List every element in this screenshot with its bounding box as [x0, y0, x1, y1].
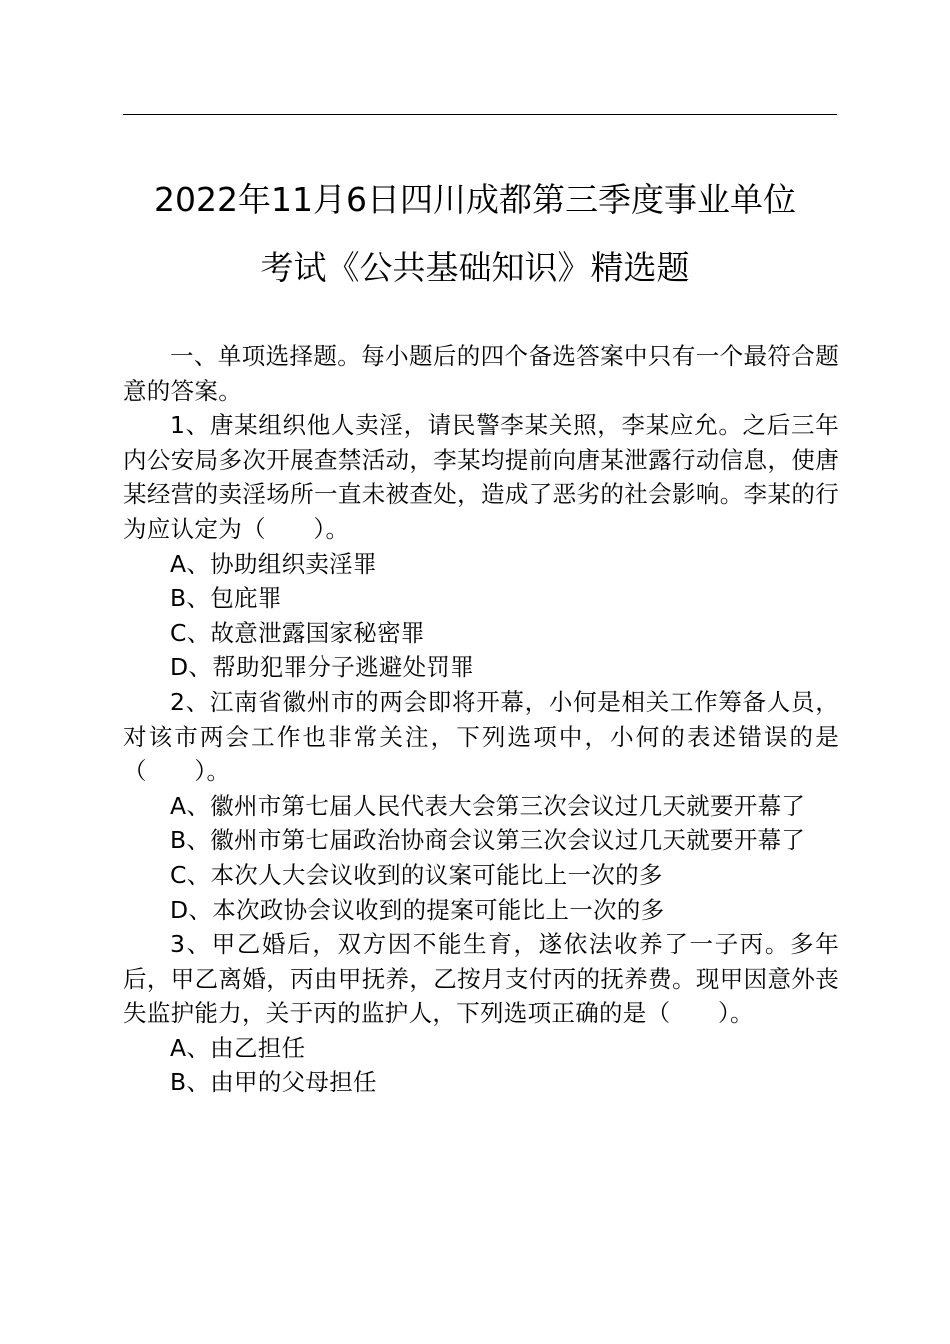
option-2b: B、徽州市第七届政治协商会议第三次会议过几天就要开幕了 [170, 826, 806, 855]
option-3a: A、由乙担任 [170, 1033, 306, 1062]
option-1d: D、帮助犯罪分子逃避处罚罪 [170, 653, 474, 682]
document-body [123, 339, 839, 1100]
option-1c: C、故意泄露国家秘密罪 [170, 618, 425, 647]
document-title-line-2: 考试《公共基础知识》精选题 [260, 248, 690, 287]
header-rule [123, 114, 837, 115]
option-1a: A、协助组织卖淫罪 [170, 549, 377, 578]
question-stem-2: 2、江南省徽州市的两会即将开幕，小何是相关工作筹备人员，对该市两会工作也非常关注，下列选项中，小何的表述错误的是（ ）。 [123, 687, 839, 786]
option-3b: B、由甲的父母担任 [170, 1068, 377, 1097]
option-2c: C、本次人大会议收到的议案可能比上一次的多 [170, 860, 663, 889]
section-heading: 一、单项选择题。每小题后的四个备选答案中只有一个最符合题意的答案。 [123, 342, 839, 405]
option-1b: B、包庇罪 [170, 584, 282, 613]
option-2a: A、徽州市第七届人民代表大会第三次会议过几天就要开幕了 [170, 791, 806, 820]
option-2d: D、本次政协会议收到的提案可能比上一次的多 [170, 895, 665, 924]
question-stem-3: 3、甲乙婚后，双方因不能生育，遂依法收养了一子丙。多年后，甲乙离婚，丙由甲抚养，乙按月支付丙的抚养费。现甲因意外丧失监护能力，关于丙的监护人，下列选项正确的是（ ）。 [123, 930, 839, 1028]
document-title-line-1: 2022年11月6日四川成都第三季度事业单位 [154, 180, 796, 219]
question-stem-1: 1、唐某组织他人卖淫，请民警李某关照，李某应允。之后三年内公安局多次开展查禁活动，李某均提前向唐某泄露行动信息，使唐某经营的卖淫场所一直未被查处，造成了恶劣的社会影响。李某的行为应认定为（ ）。 [123, 411, 839, 543]
